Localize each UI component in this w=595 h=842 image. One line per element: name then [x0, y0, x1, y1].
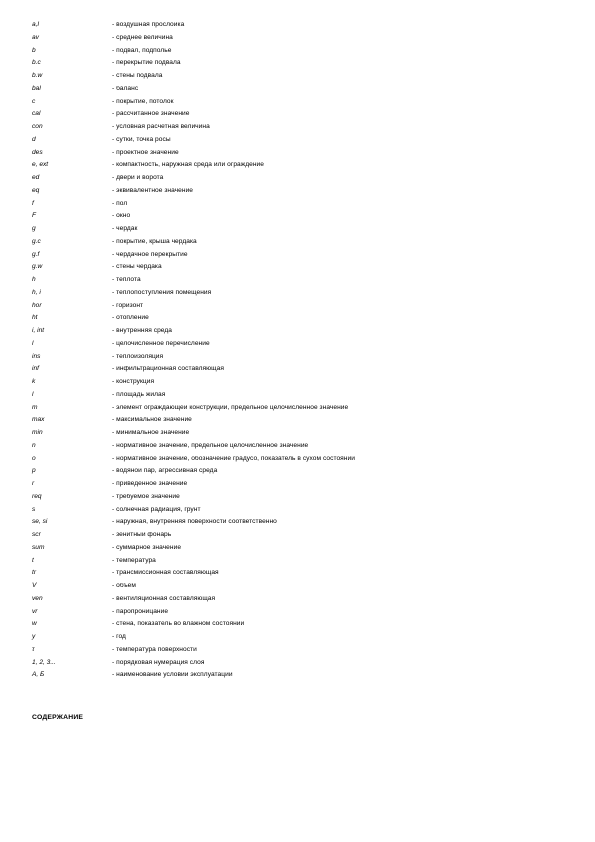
symbol-description: - горизонт: [112, 302, 144, 309]
symbol-row: [32, 427, 572, 440]
symbol-abbreviation: ins: [32, 352, 41, 360]
symbol-abbreviation: con: [32, 123, 43, 131]
symbol-abbreviation: r: [32, 480, 35, 488]
symbol-description: - год: [112, 634, 126, 641]
symbol-description: - требуемое значение: [112, 493, 180, 500]
symbol-row: [32, 491, 572, 504]
symbol-row: [32, 236, 572, 249]
symbol-abbreviation: bal: [32, 84, 41, 92]
symbol-description: - паропроницание: [112, 608, 169, 615]
symbol-description: - наружная, внутренняя поверхности соответственно: [112, 519, 277, 526]
symbol-row: [32, 644, 572, 657]
symbol-abbreviation: ven: [32, 594, 43, 602]
symbol-abbreviation: cal: [32, 110, 41, 118]
symbol-row: [32, 249, 572, 262]
symbol-description: - площадь жилая: [112, 391, 166, 398]
symbol-row: [32, 414, 572, 427]
symbol-row: [32, 19, 572, 32]
symbol-abbreviation: h, i: [32, 288, 41, 296]
symbol-row: [32, 96, 572, 109]
symbol-description: - перекрытие подвала: [112, 60, 181, 67]
symbol-abbreviation: b.w: [32, 72, 43, 80]
symbol-description: - сутки, точка росы: [112, 136, 171, 143]
symbol-description: - покрытие, потолок: [112, 98, 174, 105]
symbol-abbreviation: e, ext: [32, 161, 49, 169]
symbol-description: - целочисленное перечисление: [112, 340, 210, 347]
symbol-description: - максимальное значение: [112, 417, 192, 424]
symbol-row: [32, 631, 572, 644]
symbol-row: [32, 363, 572, 376]
symbol-description: - проектное значение: [112, 149, 179, 156]
symbol-description: - отопление: [112, 315, 149, 322]
symbol-row: [32, 580, 572, 593]
symbol-abbreviation: se, si: [32, 518, 48, 526]
symbol-abbreviation: F: [32, 212, 37, 220]
symbol-abbreviation: req: [32, 492, 42, 500]
symbol-description: - двери и ворота: [112, 175, 164, 182]
symbol-description: - порядковая нумерация слоя: [112, 659, 205, 666]
symbol-row: [32, 606, 572, 619]
symbol-description: - стена, показатель во влажном состоянии: [112, 621, 245, 628]
symbol-row: [32, 261, 572, 274]
symbol-row: [32, 83, 572, 96]
symbol-row: [32, 478, 572, 491]
symbol-description: - наименование условий эксплуатации: [112, 672, 233, 679]
symbol-row: [32, 223, 572, 236]
symbol-description: - солнечная радиация, грунт: [112, 506, 201, 513]
symbol-row: [32, 669, 572, 682]
symbol-row: [32, 134, 572, 147]
symbol-description: - конструкция: [112, 379, 155, 386]
symbol-description: - теплопоступления помещения: [112, 289, 212, 296]
symbol-description: - баланс: [112, 85, 139, 92]
symbol-description: - стены подвала: [112, 73, 163, 80]
symbol-abbreviation: m: [32, 403, 38, 411]
symbol-description: - воздушная прослойка: [112, 22, 185, 29]
symbol-abbreviation: n: [32, 441, 36, 449]
symbol-abbreviation: s: [32, 505, 36, 513]
symbol-description: - температура: [112, 557, 156, 564]
symbol-abbreviation: g: [32, 225, 36, 233]
symbol-description: - температура поверхности: [112, 646, 197, 653]
symbol-abbreviation: k: [32, 378, 36, 386]
symbol-row: [32, 402, 572, 415]
symbol-abbreviation: d: [32, 135, 36, 143]
symbol-row: [32, 453, 572, 466]
symbol-description: - покрытие, крыша чердака: [112, 238, 197, 245]
symbol-description: - нормативное значение, обозначение градусо, показатель в сухом состоянии: [112, 455, 355, 462]
symbol-abbreviation: eq: [32, 186, 40, 194]
symbol-abbreviation: y: [32, 633, 36, 641]
symbol-abbreviation: w: [32, 620, 37, 628]
symbol-row: [32, 210, 572, 223]
symbol-description: - трансмиссионная составляющая: [112, 570, 219, 577]
symbol-row: [32, 440, 572, 453]
symbol-row: [32, 185, 572, 198]
symbol-description: - теплота: [112, 277, 141, 284]
symbol-row: [32, 504, 572, 517]
symbol-abbreviation: t: [32, 556, 34, 564]
symbol-row: [32, 172, 572, 185]
symbol-abbreviation: hor: [32, 301, 42, 309]
symbol-abbreviation: des: [32, 148, 43, 156]
symbol-abbreviation: τ: [32, 645, 35, 653]
symbol-description: - чердак: [112, 226, 138, 233]
symbol-abbreviation: b.c: [32, 59, 41, 67]
symbol-description: - внутренняя среда: [112, 328, 172, 335]
symbol-row: [32, 159, 572, 172]
symbol-row: [32, 376, 572, 389]
symbol-abbreviation: l: [32, 390, 34, 398]
symbol-abbreviation: f: [32, 199, 34, 207]
symbol-description: - подвал, подполье: [112, 47, 172, 54]
symbol-description: - чердачное перекрытие: [112, 251, 188, 258]
symbol-abbreviation: g.f: [32, 250, 40, 258]
symbol-abbreviation: min: [32, 429, 43, 437]
symbol-description: - пол: [112, 200, 128, 207]
symbol-description: - теплоизоляция: [112, 353, 164, 360]
symbol-abbreviation: l: [32, 339, 34, 347]
symbol-abbreviation: o: [32, 454, 36, 462]
symbol-abbreviation: V: [32, 582, 37, 590]
symbol-description: - минимальное значение: [112, 430, 190, 437]
symbol-row: [32, 529, 572, 542]
symbol-row: [32, 57, 572, 70]
symbol-row: [32, 338, 572, 351]
symbol-abbreviation: max: [32, 416, 45, 424]
symbol-row: [32, 542, 572, 555]
symbol-description: - элемент ограждающей конструкции, предельное целочисленное значение: [112, 404, 349, 411]
symbol-row: [32, 121, 572, 134]
symbol-abbreviation: i, int: [32, 327, 45, 335]
symbol-abbreviation: b: [32, 46, 36, 54]
symbol-description: - вентиляционная составляющая: [112, 595, 216, 602]
symbol-row: [32, 389, 572, 402]
symbol-description: - условная расчетная величина: [112, 124, 210, 131]
symbol-description: - инфильтрационная составляющая: [112, 366, 224, 373]
symbol-abbreviation: p: [32, 467, 36, 475]
symbol-abbreviation: h: [32, 276, 36, 284]
symbol-description: - среднее величина: [112, 34, 173, 41]
symbol-description: - рассчитанное значение: [112, 111, 190, 118]
symbol-description: - водяной пар, агрессивная среда: [112, 468, 218, 475]
symbol-abbreviation: А, Б: [32, 671, 45, 679]
symbol-row: [32, 274, 572, 287]
symbol-row: [32, 325, 572, 338]
symbol-row: [32, 108, 572, 121]
symbol-description: - приведенное значение: [112, 481, 188, 488]
symbol-row: [32, 516, 572, 529]
symbol-row: [32, 198, 572, 211]
symbol-row: [32, 45, 572, 58]
symbol-description: - компактность, наружная среда или ограждение: [112, 162, 264, 169]
symbol-row: [32, 287, 572, 300]
symbol-abbreviation: c: [32, 97, 36, 105]
symbol-abbreviation: g.c: [32, 237, 41, 245]
symbol-row: [32, 567, 572, 580]
symbol-description: - нормативное значение, предельное целочисленное значение: [112, 442, 309, 449]
symbol-row: [32, 657, 572, 670]
symbol-abbreviation: tr: [32, 569, 37, 577]
symbol-row: [32, 300, 572, 313]
symbol-abbreviation: sum: [32, 543, 45, 551]
symbol-description: - окно: [112, 213, 131, 220]
symbol-abbreviation: a,l: [32, 21, 39, 29]
symbol-description: - суммарное значение: [112, 544, 182, 551]
symbol-row: [32, 593, 572, 606]
contents-heading: СОДЕРЖАНИЕ: [32, 714, 84, 721]
symbol-abbreviation: ht: [32, 314, 38, 322]
symbol-description: - зенитный фонарь: [112, 532, 172, 539]
symbol-description: - стены чердака: [112, 264, 162, 271]
symbol-description: - объем: [112, 583, 136, 590]
symbol-abbreviation: 1, 2, 3...: [32, 658, 56, 666]
symbol-row: [32, 32, 572, 45]
symbol-list: [32, 19, 572, 682]
symbol-row: [32, 351, 572, 364]
symbol-row: [32, 555, 572, 568]
symbol-row: [32, 147, 572, 160]
symbol-row: [32, 70, 572, 83]
symbol-abbreviation: g.w: [32, 263, 43, 271]
symbol-abbreviation: inf: [32, 365, 39, 373]
symbol-abbreviation: vr: [32, 607, 38, 615]
symbol-row: [32, 618, 572, 631]
symbol-row: [32, 312, 572, 325]
symbol-description: - эквивалентное значение: [112, 187, 194, 194]
symbol-row: [32, 465, 572, 478]
symbol-abbreviation: av: [32, 33, 39, 41]
symbol-abbreviation: ed: [32, 174, 40, 182]
symbol-abbreviation: scr: [32, 531, 41, 539]
